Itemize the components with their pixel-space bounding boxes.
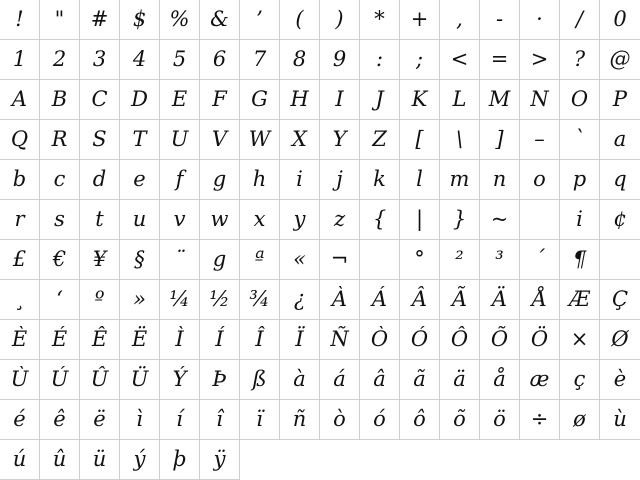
glyph-cell[interactable]: t <box>80 200 120 240</box>
glyph-cell[interactable]: ] <box>480 120 520 160</box>
glyph-cell[interactable]: Á <box>360 280 400 320</box>
glyph-cell[interactable]: ! <box>0 0 40 40</box>
glyph-cell[interactable]: â <box>360 360 400 400</box>
glyph-cell[interactable]: 5 <box>160 40 200 80</box>
glyph-cell[interactable]: v <box>160 200 200 240</box>
glyph-cell[interactable]: ê <box>40 400 80 440</box>
glyph-cell[interactable]: – <box>520 120 560 160</box>
glyph-cell-blank[interactable] <box>440 440 480 480</box>
glyph-cell[interactable]: 3 <box>80 40 120 80</box>
glyph-cell[interactable]: Ë <box>120 320 160 360</box>
glyph-cell[interactable]: Ï <box>280 320 320 360</box>
glyph-cell[interactable]: ¥ <box>80 240 120 280</box>
glyph-cell[interactable]: à <box>280 360 320 400</box>
glyph-cell[interactable] <box>360 240 400 280</box>
glyph-cell[interactable]: ñ <box>280 400 320 440</box>
glyph-cell[interactable]: M <box>480 80 520 120</box>
glyph-cell[interactable]: s <box>40 200 80 240</box>
glyph-cell[interactable]: P <box>600 80 640 120</box>
glyph-cell-blank[interactable] <box>400 440 440 480</box>
glyph-cell[interactable]: ß <box>240 360 280 400</box>
glyph-cell[interactable]: á <box>320 360 360 400</box>
glyph-cell[interactable]: ÷ <box>520 400 560 440</box>
glyph-cell[interactable]: Z <box>360 120 400 160</box>
glyph-cell[interactable]: × <box>560 320 600 360</box>
glyph-cell[interactable]: 4 <box>120 40 160 80</box>
glyph-cell[interactable]: $ <box>120 0 160 40</box>
glyph-cell[interactable]: ø <box>560 400 600 440</box>
glyph-cell[interactable]: 8 <box>280 40 320 80</box>
glyph-cell[interactable]: ’ <box>240 0 280 40</box>
glyph-cell[interactable]: ´ <box>520 240 560 280</box>
glyph-cell[interactable]: ï <box>240 400 280 440</box>
glyph-cell[interactable]: E <box>160 80 200 120</box>
glyph-cell[interactable]: = <box>480 40 520 80</box>
glyph-cell[interactable]: L <box>440 80 480 120</box>
glyph-cell[interactable]: § <box>120 240 160 280</box>
glyph-cell[interactable]: Î <box>240 320 280 360</box>
glyph-cell[interactable]: N <box>520 80 560 120</box>
glyph-cell[interactable]: { <box>360 200 400 240</box>
glyph-cell[interactable]: g <box>200 160 240 200</box>
glyph-cell[interactable]: Ì <box>160 320 200 360</box>
glyph-cell[interactable]: ö <box>480 400 520 440</box>
glyph-cell[interactable]: Ö <box>520 320 560 360</box>
glyph-cell-blank[interactable] <box>560 440 600 480</box>
glyph-cell-blank[interactable] <box>600 240 640 280</box>
glyph-cell[interactable]: ò <box>320 400 360 440</box>
glyph-cell[interactable]: p <box>560 160 600 200</box>
glyph-cell[interactable]: ì <box>120 400 160 440</box>
glyph-cell[interactable]: ù <box>600 400 640 440</box>
glyph-cell[interactable]: € <box>40 240 80 280</box>
glyph-cell[interactable]: È <box>0 320 40 360</box>
glyph-cell[interactable]: 7 <box>240 40 280 80</box>
glyph-cell[interactable]: É <box>40 320 80 360</box>
glyph-cell[interactable]: Ù <box>0 360 40 400</box>
glyph-cell[interactable]: ü <box>80 440 120 480</box>
glyph-cell[interactable]: Ó <box>400 320 440 360</box>
glyph-cell[interactable]: Â <box>400 280 440 320</box>
glyph-cell[interactable]: ó <box>360 400 400 440</box>
glyph-cell[interactable]: ½ <box>200 280 240 320</box>
glyph-cell[interactable]: Ý <box>160 360 200 400</box>
glyph-cell[interactable]: n <box>480 160 520 200</box>
glyph-cell[interactable]: Ñ <box>320 320 360 360</box>
glyph-cell-blank[interactable] <box>520 200 560 240</box>
glyph-cell[interactable]: : <box>360 40 400 80</box>
glyph-cell[interactable]: d <box>80 160 120 200</box>
glyph-cell[interactable]: ç <box>560 360 600 400</box>
glyph-cell[interactable]: Õ <box>480 320 520 360</box>
glyph-cell[interactable]: I <box>320 80 360 120</box>
glyph-cell[interactable]: m <box>440 160 480 200</box>
glyph-cell[interactable]: Ü <box>120 360 160 400</box>
glyph-cell[interactable]: w <box>200 200 240 240</box>
glyph-cell[interactable]: ª <box>240 240 280 280</box>
glyph-cell[interactable]: 0 <box>600 0 640 40</box>
glyph-cell[interactable]: \ <box>440 120 480 160</box>
glyph-cell[interactable]: è <box>600 360 640 400</box>
glyph-cell[interactable]: ( <box>280 0 320 40</box>
glyph-cell[interactable]: ú <box>0 440 40 480</box>
glyph-cell-blank[interactable] <box>360 440 400 480</box>
glyph-cell[interactable]: 1 <box>0 40 40 80</box>
glyph-cell[interactable]: ° <box>400 240 440 280</box>
glyph-cell-blank[interactable] <box>280 440 320 480</box>
glyph-cell[interactable]: ý <box>120 440 160 480</box>
glyph-cell[interactable]: o <box>520 160 560 200</box>
glyph-cell[interactable]: À <box>320 280 360 320</box>
glyph-cell[interactable]: K <box>400 80 440 120</box>
glyph-cell[interactable]: 6 <box>200 40 240 80</box>
glyph-cell[interactable]: x <box>240 200 280 240</box>
glyph-cell[interactable]: Ä <box>480 280 520 320</box>
glyph-cell[interactable]: R <box>40 120 80 160</box>
glyph-cell[interactable]: c <box>40 160 80 200</box>
glyph-cell[interactable]: ¢ <box>600 200 640 240</box>
glyph-cell[interactable]: & <box>200 0 240 40</box>
glyph-cell[interactable]: < <box>440 40 480 80</box>
glyph-cell[interactable]: e <box>120 160 160 200</box>
glyph-cell[interactable]: º <box>80 280 120 320</box>
glyph-cell[interactable]: 9 <box>320 40 360 80</box>
glyph-cell[interactable]: a <box>600 120 640 160</box>
glyph-cell[interactable]: u <box>120 200 160 240</box>
glyph-cell[interactable]: i <box>560 200 600 240</box>
glyph-cell[interactable]: Þ <box>200 360 240 400</box>
glyph-cell[interactable]: * <box>360 0 400 40</box>
glyph-cell[interactable]: ¸ <box>0 280 40 320</box>
glyph-cell[interactable]: J <box>360 80 400 120</box>
glyph-cell[interactable]: B <box>40 80 80 120</box>
glyph-cell[interactable]: [ <box>400 120 440 160</box>
glyph-cell[interactable]: D <box>120 80 160 120</box>
glyph-cell[interactable]: S <box>80 120 120 160</box>
glyph-cell[interactable]: h <box>240 160 280 200</box>
glyph-cell[interactable]: ¶ <box>560 240 600 280</box>
glyph-cell[interactable]: ; <box>400 40 440 80</box>
glyph-cell[interactable]: # <box>80 0 120 40</box>
glyph-cell[interactable]: Ç <box>600 280 640 320</box>
glyph-cell[interactable]: ~ <box>480 200 520 240</box>
glyph-cell[interactable]: C <box>80 80 120 120</box>
glyph-cell[interactable]: U <box>160 120 200 160</box>
glyph-cell[interactable]: } <box>440 200 480 240</box>
glyph-cell[interactable]: å <box>480 360 520 400</box>
glyph-cell[interactable]: » <box>120 280 160 320</box>
glyph-cell[interactable]: y <box>280 200 320 240</box>
glyph-cell[interactable]: + <box>400 0 440 40</box>
glyph-cell[interactable]: ) <box>320 0 360 40</box>
glyph-cell[interactable]: V <box>200 120 240 160</box>
glyph-cell[interactable]: g <box>200 240 240 280</box>
glyph-cell[interactable]: X <box>280 120 320 160</box>
glyph-cell[interactable]: Y <box>320 120 360 160</box>
glyph-cell[interactable]: , <box>440 0 480 40</box>
glyph-cell[interactable]: þ <box>160 440 200 480</box>
glyph-cell[interactable]: Í <box>200 320 240 360</box>
glyph-cell[interactable]: W <box>240 120 280 160</box>
glyph-cell[interactable]: T <box>120 120 160 160</box>
glyph-cell[interactable]: % <box>160 0 200 40</box>
glyph-cell[interactable]: ¾ <box>240 280 280 320</box>
glyph-cell[interactable]: 2 <box>40 40 80 80</box>
glyph-cell[interactable]: @ <box>600 40 640 80</box>
glyph-cell[interactable]: Ã <box>440 280 480 320</box>
glyph-cell[interactable]: ä <box>440 360 480 400</box>
glyph-cell-blank[interactable] <box>520 440 560 480</box>
glyph-cell[interactable]: z <box>320 200 360 240</box>
glyph-cell[interactable]: | <box>400 200 440 240</box>
glyph-cell[interactable]: Ô <box>440 320 480 360</box>
glyph-cell[interactable]: é <box>0 400 40 440</box>
glyph-cell[interactable]: Ò <box>360 320 400 360</box>
glyph-cell[interactable]: Ê <box>80 320 120 360</box>
glyph-cell-blank[interactable] <box>240 440 280 480</box>
glyph-cell[interactable]: Æ <box>560 280 600 320</box>
glyph-cell[interactable]: ? <box>560 40 600 80</box>
glyph-cell[interactable]: i <box>280 160 320 200</box>
glyph-cell[interactable]: H <box>280 80 320 120</box>
glyph-cell[interactable]: « <box>280 240 320 280</box>
glyph-cell[interactable]: q <box>600 160 640 200</box>
glyph-cell[interactable]: A <box>0 80 40 120</box>
glyph-cell[interactable]: ã <box>400 360 440 400</box>
glyph-cell[interactable]: Ø <box>600 320 640 360</box>
glyph-cell[interactable]: f <box>160 160 200 200</box>
glyph-cell[interactable]: / <box>560 0 600 40</box>
glyph-cell[interactable]: ô <box>400 400 440 440</box>
glyph-cell[interactable]: - <box>480 0 520 40</box>
glyph-cell[interactable]: ë <box>80 400 120 440</box>
glyph-cell[interactable]: î <box>200 400 240 440</box>
glyph-cell[interactable]: l <box>400 160 440 200</box>
glyph-cell[interactable]: Ú <box>40 360 80 400</box>
glyph-cell-blank[interactable] <box>480 440 520 480</box>
glyph-cell-blank[interactable] <box>320 440 360 480</box>
glyph-cell[interactable]: í <box>160 400 200 440</box>
glyph-cell[interactable]: b <box>0 160 40 200</box>
glyph-cell[interactable]: ² <box>440 240 480 280</box>
glyph-cell[interactable]: £ <box>0 240 40 280</box>
glyph-cell[interactable]: Q <box>0 120 40 160</box>
glyph-cell[interactable]: j <box>320 160 360 200</box>
glyph-cell[interactable]: æ <box>520 360 560 400</box>
glyph-cell[interactable]: ` <box>560 120 600 160</box>
glyph-cell[interactable]: · <box>520 0 560 40</box>
glyph-cell[interactable]: ¿ <box>280 280 320 320</box>
glyph-cell[interactable]: û <box>40 440 80 480</box>
glyph-cell[interactable]: O <box>560 80 600 120</box>
glyph-cell[interactable]: õ <box>440 400 480 440</box>
glyph-cell[interactable]: ¬ <box>320 240 360 280</box>
glyph-cell[interactable]: k <box>360 160 400 200</box>
glyph-cell[interactable]: > <box>520 40 560 80</box>
glyph-cell[interactable]: Û <box>80 360 120 400</box>
glyph-cell[interactable]: " <box>40 0 80 40</box>
glyph-cell[interactable]: ¼ <box>160 280 200 320</box>
glyph-cell[interactable]: ¨ <box>160 240 200 280</box>
glyph-cell[interactable]: G <box>240 80 280 120</box>
glyph-cell[interactable]: Å <box>520 280 560 320</box>
glyph-cell[interactable]: F <box>200 80 240 120</box>
glyph-cell[interactable]: ³ <box>480 240 520 280</box>
glyph-cell[interactable]: ‘ <box>40 280 80 320</box>
glyph-cell[interactable]: r <box>0 200 40 240</box>
glyph-cell[interactable]: ÿ <box>200 440 240 480</box>
glyph-cell-blank[interactable] <box>600 440 640 480</box>
